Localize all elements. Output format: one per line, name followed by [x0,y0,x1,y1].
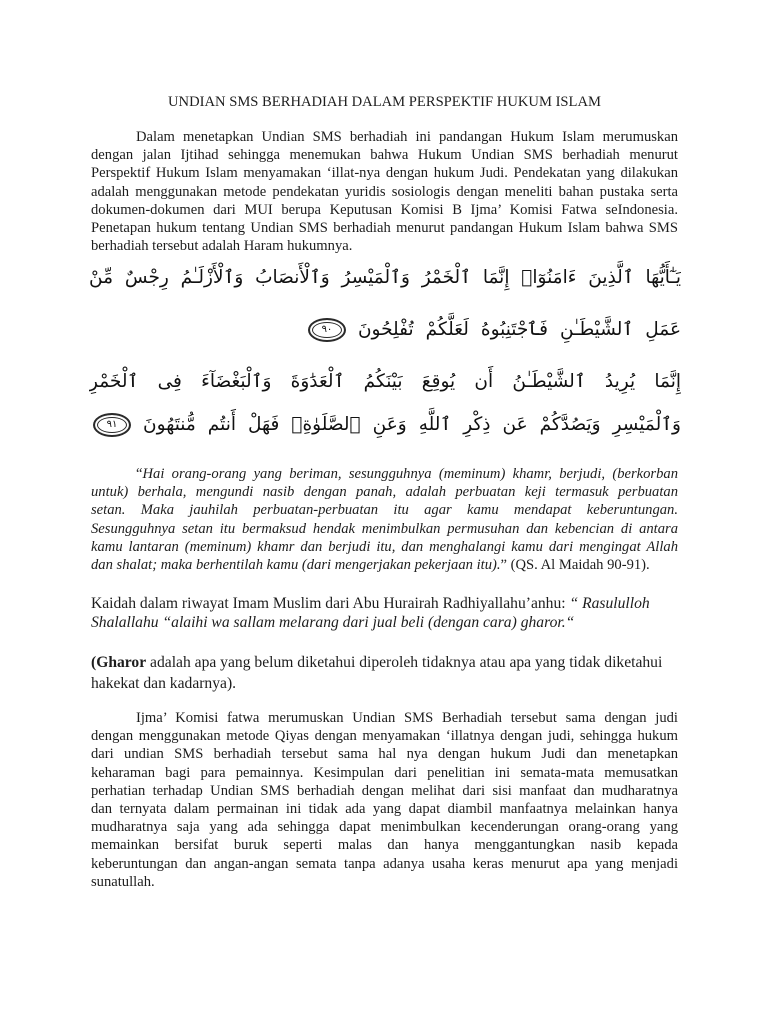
paragraph-line: setan. Maka jauhilah perbuatan-perbuatan itu agar kamu mendapat keberuntungan. [91,502,678,519]
arabic-word: وَٱلْمَيْسِرُ [341,267,410,288]
kaidah-paragraph [91,595,678,632]
paragraph-line [91,465,678,483]
quran-verse-line [89,402,681,448]
paragraph-line: dokumen-dokumen dari MUI berupa Keputusan Komisi B Ijma’ Komisi Fatwa seIndonesia. [91,201,678,218]
arabic-word: مُّنتَهُونَ [143,414,196,435]
arabic-word: إِنَّمَا [482,267,510,288]
paragraph-line: adalah menggunakan metode pendekatan yuridis sosiologis dengan meneliti bahan pustaka serta [91,183,678,200]
arabic-word: أَنتُم [207,414,236,435]
paragraph-line: perhatian terhadap Undian SMS berhadiah dengan melihat dari sisi manfaat dan mudharatnya [91,782,678,799]
paragraph-line: dan ternyata dalam permainan ini tidak ada yang dapat diambil manfaatnya melainkan hanya [91,800,678,817]
arabic-word: فَٱجْتَنِبُوهُ [480,319,548,340]
quran-verse-line [89,307,681,353]
citation: ” (QS. Al Maidah 90-91). [500,556,650,573]
arabic-word: ٱلْخَمْرِ [89,371,139,392]
paragraph-line [91,653,678,674]
paragraph-line [91,595,678,614]
arabic-text [89,255,681,301]
paragraph-line: Ijma’ Komisi fatwa merumuskan Undian SMS Berhadiah tersebut sama dengan judi [136,710,678,726]
arabic-word: وَعَنِ [372,414,407,435]
open-quote: “ [136,466,143,482]
hadith-quote: “ Rasululloh [569,595,650,612]
arabic-word: يَـٰٓأَيُّهَا [645,267,681,288]
paragraph-line: untuk) berhala, mengundi nasib dengan panah, adalah perbuatan keji termasuk perbuatan [91,484,678,501]
arabic-word: فِى [157,371,182,392]
intro-paragraph [91,128,678,255]
gharor-definition [91,653,678,694]
verse-number-marker: ٩١ [93,413,131,437]
arabic-word: عَن [502,414,528,435]
arabic-word: ذِكْرِ [463,414,491,435]
arabic-word: وَٱلْأَزْلَـٰمُ [180,267,244,288]
arabic-word: ٱلْعَدَٰوَةَ [290,371,345,392]
page-title: UNDIAN SMS BERHADIAH DALAM PERSPEKTIF HUKUM ISLAM [168,94,601,110]
arabic-word: ٱلْخَمْرُ [421,267,472,288]
arabic-word: يُوقِعَ [421,371,456,392]
arabic-word: وَٱلْمَيْسِرِ [612,414,681,435]
arabic-word: ٱللَّهِ [418,414,452,435]
translation-paragraph [91,465,678,574]
paragraph-line: Penetapan hukum tentang Undian SMS berhadiah menurut pandangan Hukum Islam bahwa SMS [91,219,678,236]
arabic-word: لَعَلَّكُمْ [425,319,469,340]
translation-text: Hai orang-orang yang beriman, sesungguhnya (meminum) khamr, berjudi, (berkorban [142,466,678,482]
arabic-word: ٱلشَّيْطَـٰنُ [512,371,586,392]
arabic-text [143,402,681,448]
paragraph-line: Dalam menetapkan Undian SMS berhadiah ini pandangan Hukum Islam merumuskan [136,129,678,145]
paragraph-line: keharaman bagi para pemainnya. Kesimpulan dari penelitian ini semata-mata memusatkan [91,764,678,781]
verse-number-marker: ٩٠ [308,318,346,342]
arabic-text [89,359,681,405]
arabic-text [358,307,681,353]
paragraph-line: dari undian SMS berhadiah tersebut sama hal nya dengan hukum Judi dan menetapkan [91,746,678,763]
paragraph-line: dengan menggunakan metode Qiyas dengan menyamakan ‘illatnya dengan judi, sehingga hukum [91,728,678,745]
paragraph-line: Perspektif Hukum Islam menyamakan ‘illat-nya dengan hukum Judi. Pendekatan yang dilakukan [91,165,678,182]
paragraph-line: Sesungguhnya setan itu bermaksud hendak menimbulkan permusuhan dan kebencian di antara [91,520,678,537]
arabic-word: يُرِيدُ [604,371,636,392]
arabic-word: إِنَّمَا [654,371,681,392]
paragraph-line: keberuntungan dan angan-angan semata tanpa adanya usaha keras menurut apa yang menjadi [91,855,678,872]
paragraph-line: sunatullah. [91,873,155,890]
paragraph-line: Shalallahu “alaihi wa sallam melarang dari jual beli (dengan cara) gharor.“ [91,613,575,631]
arabic-word: فَهَلْ [247,414,280,435]
arabic-word: ٱلصَّلَوٰةِۖ [291,414,361,435]
arabic-word: وَٱلْبَغْضَآءَ [201,371,272,392]
paragraph-line: hakekat dan kadarnya). [91,674,237,692]
arabic-word: وَٱلْأَنصَابُ [255,267,330,288]
paragraph-line: kamu lantaran (meminum) khamr dan berjudi itu, dan menghalangi kamu dari mengingat Allah [91,538,678,555]
quran-verse-line [89,255,681,301]
paragraph-line: memainkan bersifat buruk seperti malas dan hanya menggantungkan nasib kepada [91,837,678,854]
arabic-word: عَمَلِ [645,319,681,340]
ijma-paragraph [91,709,678,891]
quran-verse-line [89,359,681,405]
arabic-word: بَيْنَكُمُ [363,371,403,392]
arabic-word: ٱلَّذِينَ [588,267,634,288]
translation-text: dan shalat; maka berhentilah kamu (dari mengerjakan pekerjaan itu). [91,556,501,573]
arabic-word: ءَامَنُوٓا۟ [521,267,577,288]
defined-term: (Gharor [91,654,147,671]
paragraph-line: mudharatnya saja yang ada sehingga dapat menimbulkan kecenderungan orang-orang yang [91,819,678,836]
arabic-word: تُفْلِحُونَ [357,319,414,340]
arabic-word: وَيَصُدَّكُمْ [539,414,601,435]
paragraph-line: dengan jalan Ijtihad sehingga menemukan bahwa Hukum Undian SMS berhadiah menurut [91,147,678,164]
paragraph-line [91,556,678,574]
arabic-word: أَن [474,371,494,392]
arabic-word: رِجْسٌ [124,267,169,288]
arabic-word: ٱلشَّيْطَـٰنِ [560,319,634,340]
arabic-word: مِّنْ [89,267,114,288]
definition-text: adalah apa yang belum diketahui diperoleh tidaknya atau apa yang tidak diketahui [146,654,663,671]
paragraph-line: berhadiah tersebut adalah Haram hukumnya. [91,238,353,255]
kaidah-lead: Kaidah dalam riwayat Imam Muslim dari Abu Hurairah Radhiyallahu’anhu: [91,595,570,612]
